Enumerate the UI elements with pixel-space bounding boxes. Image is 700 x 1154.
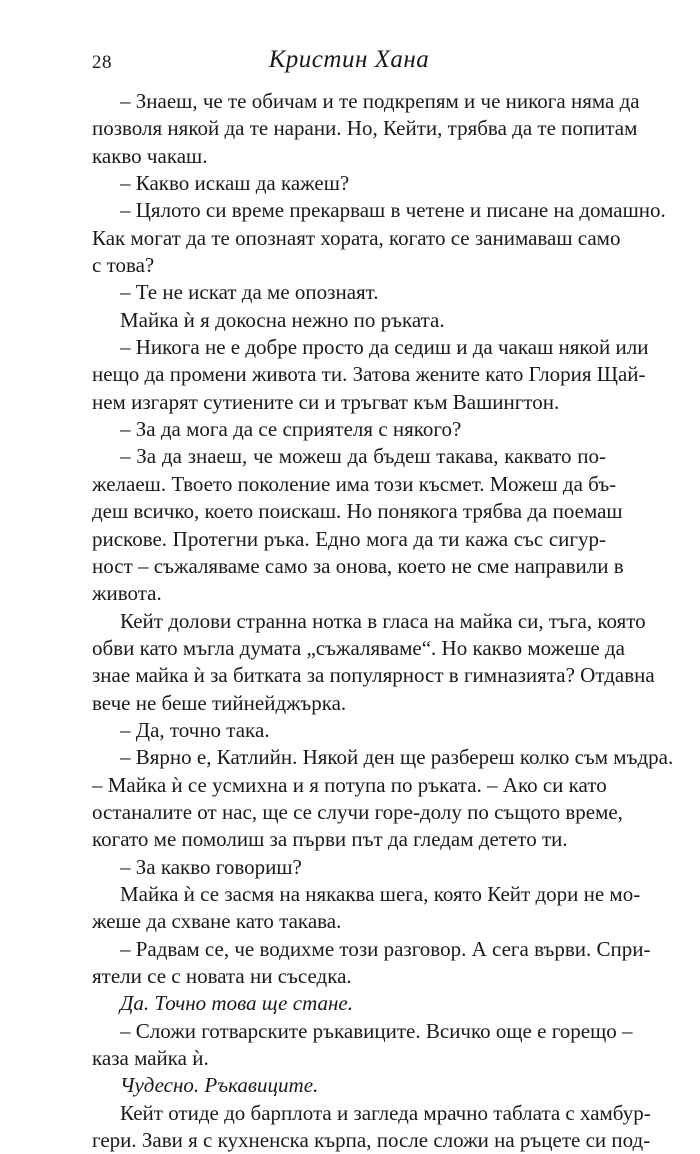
text-line: – Вярно е, Катлийн. Някой ден ще разбереш колко съм мъдра. [120, 745, 674, 770]
text-line: – За да мога да се сприятеля с някого? [120, 417, 462, 442]
text-line: деш всичко, което поискаш. Но понякога трябва да поемаш [92, 499, 623, 524]
text-line: – Никога не е добре просто да седиш и да чакаш някой или [120, 335, 649, 360]
text-line: каза майка ѝ. [92, 1046, 209, 1071]
page-number: 28 [92, 52, 112, 73]
text-line: – За какво говориш? [120, 854, 302, 879]
text-line: нем изгарят сутиените си и тръгват към Вашингтон. [92, 389, 560, 414]
text-line: Чудесно. Ръкавиците. [120, 1073, 319, 1098]
text-line: Да. Точно това ще стане. [120, 991, 353, 1016]
text-line: живота. [92, 581, 162, 606]
body-text [92, 88, 674, 1154]
book-page [92, 0, 674, 1153]
text-line: какво чакаш. [92, 143, 208, 168]
page-header [92, 46, 606, 76]
text-line: знае майка ѝ за битката за популярност в гимназията? Отдавна [92, 663, 655, 688]
text-line: жеше да схване като такава. [92, 909, 342, 934]
text-line: Кейт долови странна нотка в гласа на майка си, тъга, която [120, 608, 646, 633]
text-line: Кейт отиде до барплота и загледа мрачно таблата с хамбур- [120, 1100, 651, 1125]
text-line: обви като мъгла думата „съжаляваме“. Но какво можеше да [92, 635, 625, 660]
text-line: – Знаеш, че те обичам и те подкрепям и че никога няма да [120, 89, 640, 113]
text-line: – Радвам се, че водихме този разговор. А сега върви. Спри- [120, 936, 651, 961]
text-line: когато ме помолиш за първи път да гледам детето ти. [92, 827, 568, 852]
text-line: – Какво искаш да кажеш? [120, 171, 350, 196]
text-line: рискове. Протегни ръка. Едно мога да ти кажа със сигур- [92, 526, 606, 551]
text-line: желаеш. Твоето поколение има този късмет. Можеш да бъ- [92, 471, 617, 496]
text-line: – За да знаеш, че можеш да бъдеш такава, каквато по- [120, 444, 606, 469]
text-line: нещо да промени живота ти. Затова жените като Глория Щай- [92, 362, 646, 387]
text-line: вече не беше тийнейджърка. [92, 690, 347, 715]
running-title: Кристин Хана [268, 46, 430, 73]
text-line: гери. Зави я с кухненска кърпа, после сложи на ръцете си под- [92, 1128, 651, 1153]
text-line: – Да, точно така. [120, 717, 270, 742]
text-line: – Сложи готварските ръкавиците. Всичко още е горещо – [120, 1018, 633, 1043]
text-line: с това? [92, 253, 155, 278]
text-line: Майка ѝ се засмя на някаква шега, която Кейт дори не мо- [120, 881, 641, 906]
text-line: Как могат да те опознаят хората, когато се занимаваш само [92, 225, 621, 250]
text-line: позволя някой да те нарани. Но, Кейти, трябва да те попитам [92, 116, 638, 141]
text-line: ятели се с новата ни съседка. [92, 964, 352, 988]
text-line: – Цялото си време прекарваш в четене и писане на домашно. [120, 198, 666, 223]
text-line: – Те не искат да ме опознаят. [120, 280, 379, 305]
text-line: – Майка ѝ се усмихна и я потупа по ръката. – Ако си като [92, 772, 607, 797]
text-line: Майка ѝ я докосна нежно по ръката. [120, 307, 445, 332]
text-line: останалите от нас, ще се случи горе-долу по същото време, [92, 799, 623, 824]
text-line: ност – съжаляваме само за онова, което не сме направили в [92, 553, 624, 578]
